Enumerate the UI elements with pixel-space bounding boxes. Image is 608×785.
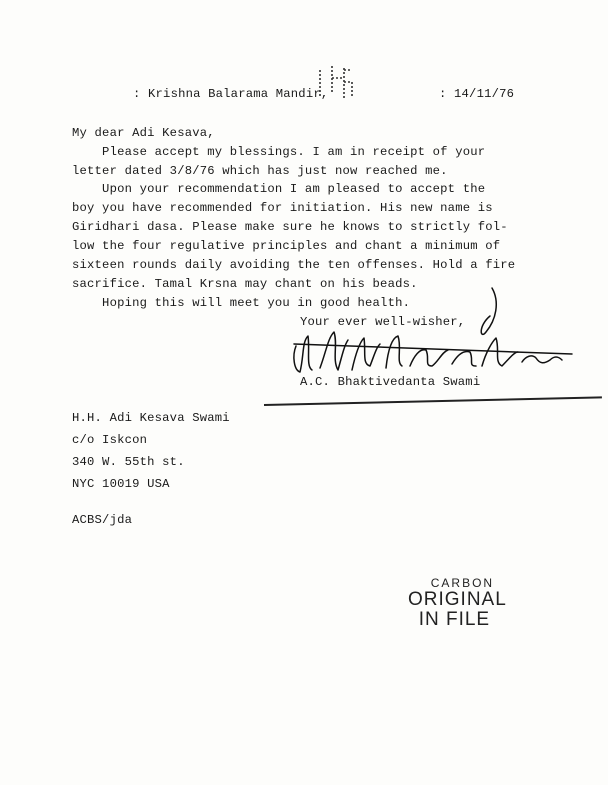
reference-initials: ACBS/jda: [72, 513, 133, 527]
handwritten-line: [264, 396, 602, 406]
body-line-3: Upon your recommendation I am pleased to accept the: [72, 182, 486, 196]
recipient-line-3: 340 W. 55th st.: [72, 455, 185, 469]
body-line-2: letter dated 3/8/76 which has just now reached me.: [72, 164, 448, 178]
recipient-line-2: c/o Iskcon: [72, 433, 148, 447]
body-line-7: sixteen rounds daily avoiding the ten offenses. Hold a fire: [72, 258, 516, 272]
body-line-5: Giridhari dasa. Please make sure he knows to strictly fol-: [72, 220, 508, 234]
body-line-6: low the four regulative principles and chant a minimum of: [72, 239, 501, 253]
body-line-4: boy you have recommended for initiation. His new name is: [72, 201, 493, 215]
header-place: : Krishna Balarama Mandir,: [133, 87, 329, 101]
closing: Your ever well-wisher,: [300, 315, 466, 329]
recipient-line-4: NYC 10019 USA: [72, 477, 170, 491]
stamp-line-3: IN FILE: [418, 609, 491, 630]
handwritten-signature: [282, 286, 578, 389]
body-line-9: Hoping this will meet you in good health.: [72, 296, 411, 310]
signer-name: A.C. Bhaktivedanta Swami: [300, 375, 481, 389]
body-line-8: sacrifice. Tamal Krsna may chant on his beads.: [72, 277, 418, 291]
header-date: : 14/11/76: [439, 87, 515, 101]
carbon-original-stamp: [408, 576, 507, 630]
stamp-line-2: ORIGINAL: [408, 589, 507, 610]
recipient-line-1: H.H. Adi Kesava Swami: [72, 411, 230, 425]
ink-stamp-mark: [312, 62, 356, 102]
body-line-1: Please accept my blessings. I am in receipt of your: [72, 145, 486, 159]
salutation: My dear Adi Kesava,: [72, 126, 215, 140]
stamp-line-1: CARBON: [430, 576, 495, 590]
